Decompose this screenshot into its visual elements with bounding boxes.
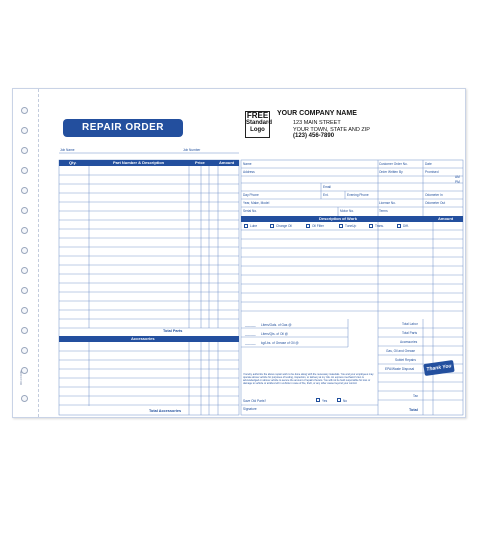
form-code: RO-FORM — [19, 370, 23, 385]
logo-top-text: FREE — [246, 111, 269, 120]
thank-you-tag: Thank You — [423, 360, 454, 376]
tax-label: Tax — [413, 394, 418, 398]
pm-label: PM — [455, 180, 460, 184]
authorization-text: I hereby authorize the above repair work to be done along with the necessary materials. You and your employees may operate above vehicle for purposes of testing, inspection, or delivery at my risk. An express mechanic's lien is acknowledged on above vehicle to secure the amount of repairs thereto. You will not be held responsible for loss or damage to vehicle or articles left in vehicle in case of fire, theft, or any other cause beyond your control. — [243, 373, 374, 385]
qty-header: Qty. — [69, 160, 77, 165]
trans-label: Trans. — [375, 224, 384, 228]
company-city: YOUR TOWN, STATE AND ZIP — [293, 126, 370, 133]
total-label: Total — [409, 408, 418, 412]
part-description-header: Part Number & Description — [113, 160, 165, 165]
job-name-label: Job Name — [60, 148, 75, 152]
job-number-label: Job Number — [183, 148, 201, 152]
gas-line-blank: ______ — [245, 323, 256, 327]
diff-label: Diff. — [403, 224, 409, 228]
odometer-out-label: Odometer Out — [425, 201, 446, 205]
diff-checkbox[interactable] — [397, 224, 401, 228]
work-amount-header: Amount — [438, 216, 454, 221]
grease-label: kg/Lbs. of Grease of Oil @ — [261, 341, 299, 345]
save-old-parts-label: Save Old Parts? — [243, 399, 267, 403]
day-phone-label: Day Phone — [243, 193, 259, 197]
total-parts-summary-label: Total Parts — [402, 331, 418, 335]
company-name: YOUR COMPANY NAME — [277, 110, 357, 117]
customer-order-no-label: Customer Order No. — [379, 162, 408, 166]
date-label: Date — [425, 162, 432, 166]
grease-line-blank: ______ — [245, 341, 256, 345]
signature-label: Signature — [243, 407, 257, 411]
oil-line-blank: ______ — [245, 332, 256, 336]
company-phone: (123) 456-7890 — [293, 133, 335, 139]
trans-checkbox[interactable] — [369, 224, 373, 228]
order-written-by-label: Order Written By — [379, 170, 403, 174]
license-no-label: License No. — [379, 201, 396, 205]
tuneup-checkbox[interactable] — [339, 224, 343, 228]
oil-filter-checkbox[interactable] — [306, 224, 310, 228]
name-label: Name — [243, 162, 252, 166]
work-header — [241, 216, 463, 222]
accessories-summary-label: Accessories — [400, 340, 418, 344]
promised-label: Promised — [425, 170, 439, 174]
oil-filter-label: Oil Filter — [312, 224, 324, 228]
gas-oil-grease-label: Gas, Oil and Grease — [386, 349, 416, 353]
total-accessories-label: Total Accessories — [149, 409, 182, 413]
total-labor-label: Total Labor — [402, 322, 418, 326]
company-street: 123 MAIN STREET — [293, 120, 341, 126]
repair-order-form — [12, 88, 466, 418]
accessories-header — [59, 336, 239, 342]
yes-label: Yes — [322, 399, 328, 403]
sublet-repairs-label: Sublet Repairs — [395, 358, 416, 362]
gas-label: Liters/Gals. of Gas @ — [261, 323, 292, 327]
tuneup-label: TuneUp — [345, 224, 357, 228]
total-parts-label: Total Parts — [163, 329, 183, 333]
amount-header: Amount — [219, 160, 235, 165]
parts-rows — [59, 175, 239, 405]
email-label: Email — [323, 185, 331, 189]
form-title: REPAIR ORDER — [63, 119, 183, 137]
save-parts-yes-checkbox[interactable] — [316, 398, 320, 402]
serial-no-label: Serial No. — [243, 209, 257, 213]
address-label: Address — [243, 170, 255, 174]
ext-label: Ext. — [323, 193, 329, 197]
price-header: Price — [195, 160, 205, 165]
motor-no-label: Motor No. — [340, 209, 354, 213]
parts-table-header — [59, 160, 239, 166]
epa-waste-label: EPA/Waste Disposal — [385, 367, 415, 371]
evening-phone-label: Evening Phone — [347, 193, 369, 197]
terms-label: Terms — [379, 209, 388, 213]
accessories-header-text: Accessories — [131, 336, 155, 341]
no-label: No — [343, 399, 348, 403]
logo-bottom-text: Standard Logo — [246, 120, 273, 133]
odometer-in-label: Odometer In — [425, 193, 443, 197]
year-make-model-label: Year, Make, Model — [243, 201, 270, 205]
description-of-work-header: Description of Work — [319, 216, 357, 221]
change-oil-checkbox[interactable] — [270, 224, 274, 228]
change-oil-label: Change Oil — [276, 224, 292, 228]
lube-label: Lube — [250, 224, 258, 228]
oil-label: Liters/Qts. of Oil @ — [261, 332, 288, 336]
am-label: AM — [455, 175, 460, 179]
save-parts-no-checkbox[interactable] — [337, 398, 341, 402]
lube-checkbox[interactable] — [244, 224, 248, 228]
